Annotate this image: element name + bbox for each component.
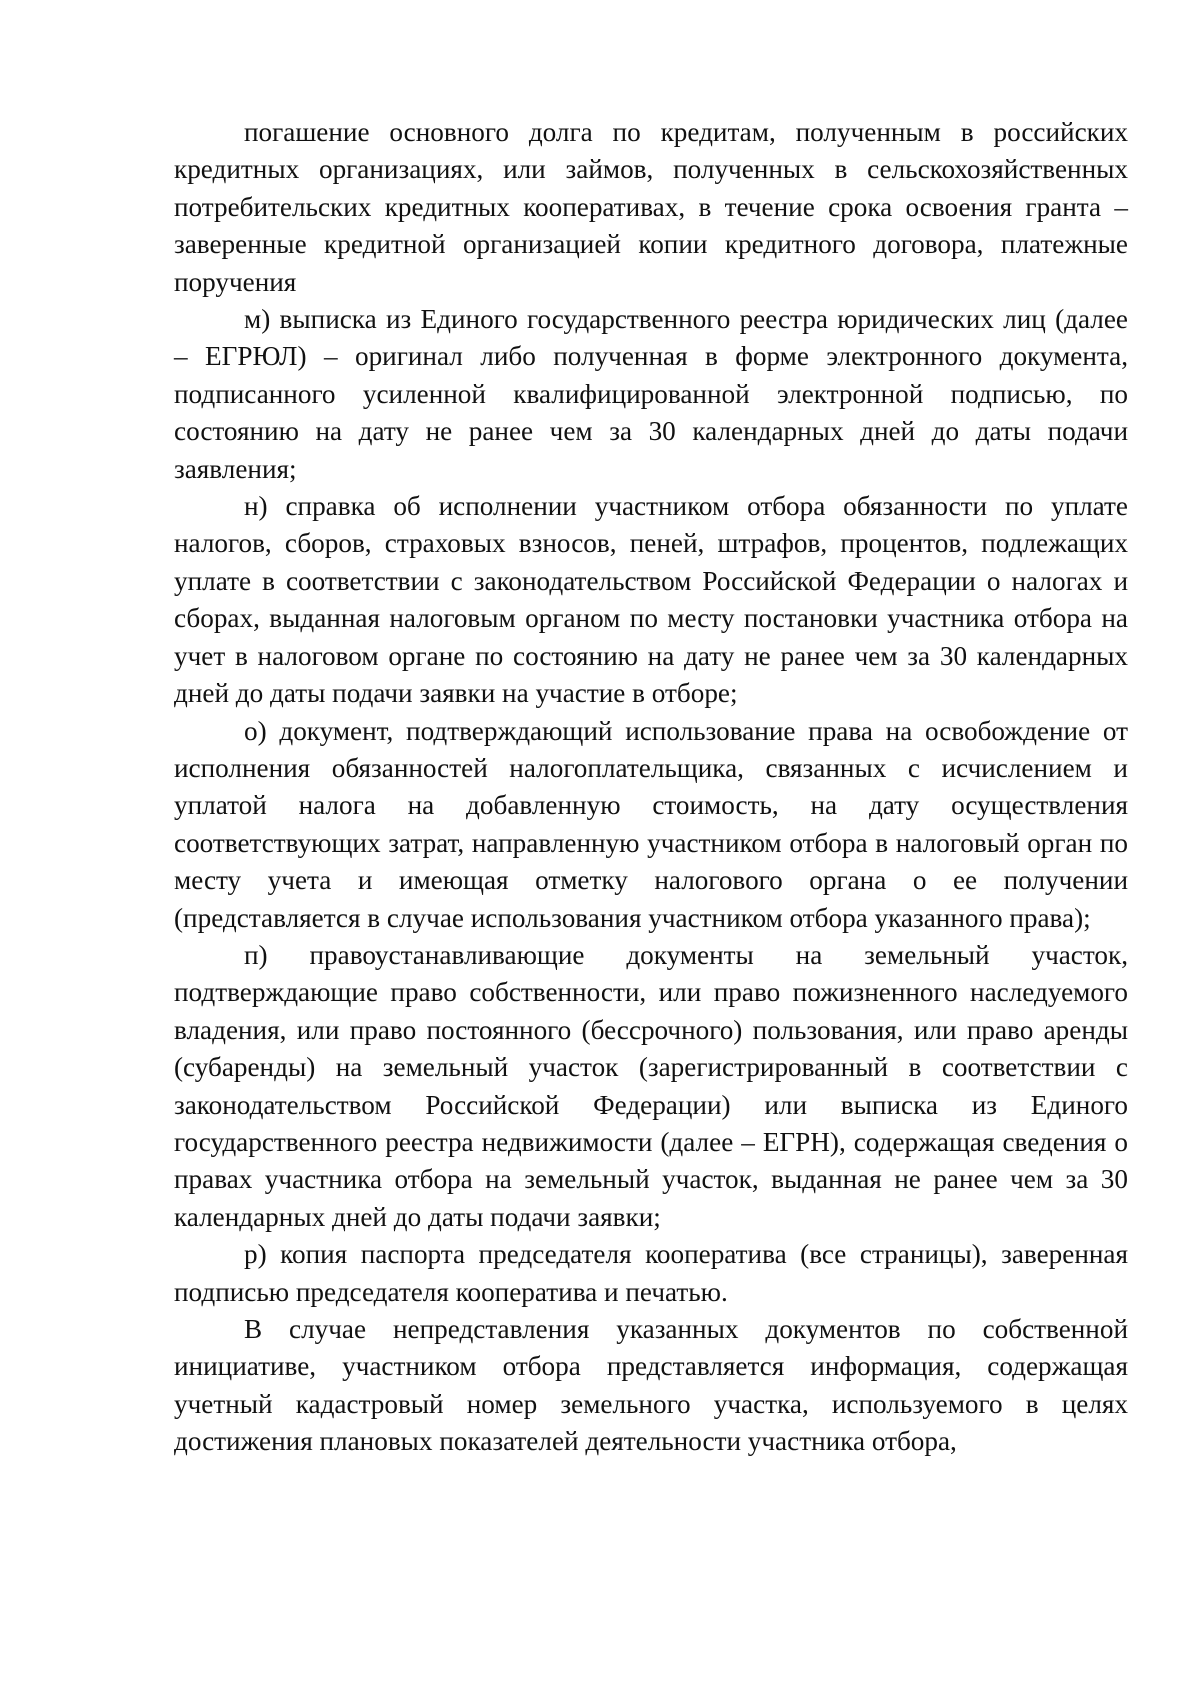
paragraph-cadastral-info: В случае непредставления указанных документов по собственной инициативе, участником отбора представляется информация, содержащая учетный кадастровый номер земельного участка, используемого в целях достижения плановых показателей деятельности участника отбора,	[174, 1314, 1128, 1457]
paragraph-loan-repayment: погашение основного долга по кредитам, полученным в российских кредитных организациях, или займов, полученных в сельскохозяйственных потребительских кредитных кооперативах, в течение срока освоения гранта – заверенные кредитной организацией копии кредитного договора, платежные поручения	[174, 117, 1128, 297]
paragraph-o-vat-exemption: о) документ, подтверждающий использование права на освобождение от исполнения обязанностей налогоплательщика, связанных с исчислением и уплатой налога на добавленную стоимость, на дату осуществления соответствующих затрат, направленную участником отбора в налоговый орган по месту учета и имеющая отметку налогового органа о ее получении (представляется в случае использования участником отбора указанного права);	[174, 715, 1128, 933]
document-body	[174, 114, 1128, 1461]
paragraph-m-egryul-extract: м) выписка из Единого государственного реестра юридических лиц (далее – ЕГРЮЛ) – оригинал либо полученная в форме электронного документа, подписанного усиленной квалифицированной электронной подписью, по состоянию на дату не ранее чем за 30 календарных дней до даты подачи заявления;	[174, 304, 1128, 484]
paragraph-r-passport-copy: р) копия паспорта председателя кооператива (все страницы), заверенная подписью председателя кооператива и печатью.	[174, 1239, 1128, 1307]
paragraph-n-tax-certificate: н) справка об исполнении участником отбора обязанности по уплате налогов, сборов, страховых взносов, пеней, штрафов, процентов, подлежащих уплате в соответствии с законодательством Российской Федерации о налогах и сборах, выданная налоговым органом по месту постановки участника отбора на учет в налоговом органе по состоянию на дату не ранее чем за 30 календарных дней до даты подачи заявки на участие в отборе;	[174, 491, 1128, 709]
paragraph-p-land-documents: п) правоустанавливающие документы на земельный участок, подтверждающие право собственности, или право пожизненного наследуемого владения, или право постоянного (бессрочного) пользования, или право аренды (субаренды) на земельный участок (зарегистрированный в соответствии с законодательством Российской Федерации) или выписка из Единого государственного реестра недвижимости (далее – ЕГРН), содержащая сведения о правах участника отбора на земельный участок, выданная не ранее чем за 30 календарных дней до даты подачи заявки;	[174, 939, 1128, 1232]
